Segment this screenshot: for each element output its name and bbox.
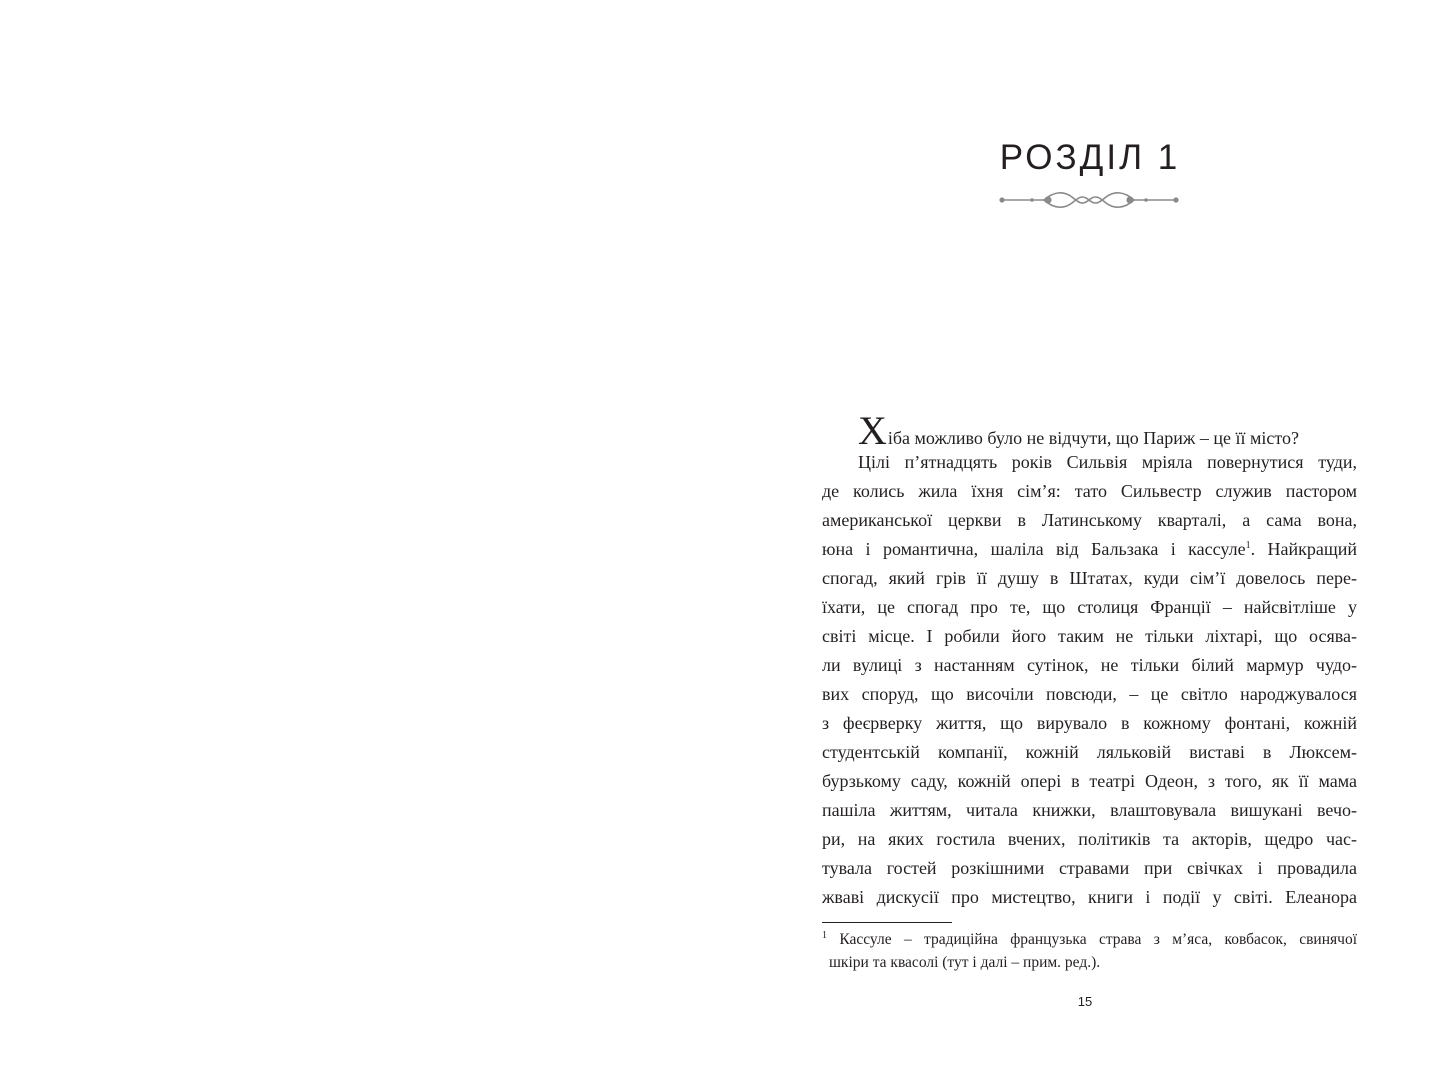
text-line: Цілі п’ятнадцять років Сильвія мріяла повернутися туди, [858,452,1357,472]
chapter-body-text [822,408,1357,912]
right-page [720,0,1439,1080]
footnote-marker: 1 [822,929,827,941]
page-number: 15 [1077,994,1093,1009]
left-page-blank [0,0,719,1080]
first-line-text: іба можливо було не відчути, що Париж – це її місто? [887,428,1299,448]
drop-cap: Х [858,408,887,453]
text-line: де колись жила їхня сім’я: тато Сильвестр служив пастором [822,481,1357,501]
text-line: бурзькому саду, кожній опері в театрі Одеон, з того, як її мама [822,771,1357,791]
text-line: світі місце. І робили його таким не тільки ліхтарі, що осява- [822,626,1357,646]
text-line: ли вулиці з настанням сутінок, не тільки білий мармур чудо- [822,655,1357,675]
text-line: тувала гостей розкішними стравами при свічках і провадила [822,858,1357,878]
footnote-line: шкіри та квасолі (тут і далі – прим. ред.). [829,954,1101,971]
text-line: жваві дискусії про мистецтво, книги і події у світі. Елеанора [822,887,1357,907]
text-line: їхати, це спогад про те, що столиця Франції – найсвітліше у [822,597,1357,617]
text-line: з феєрверку життя, що вирувало в кожному фонтані, кожній [822,713,1357,733]
text-line: спогад, який грів її душу в Штатах, куди сім’ї довелось пере- [822,568,1357,588]
text-line: американської церкви в Латинському кварталі, а сама вона, [822,510,1357,530]
text-line: студентській компанії, кожній ляльковій виставі в Люксем- [822,742,1357,762]
text-line: юна і романтична, шаліла від Бальзака і кассуле$^1$. Найкращий [822,539,1357,559]
footnote [822,928,1357,974]
text-line: пашіла життям, читала книжки, влаштовувала вишукані вечо- [822,800,1357,820]
footnote-divider [822,922,952,923]
text-line: вих споруд, що височіли повсюди, – це світло народжувалося [822,684,1357,704]
scroll-flourish-ornament-icon [998,187,1180,213]
footnote-line: $^1$ Кассуле – традиційна французька страва з м’яса, ковбасок, свинячої [822,929,1357,948]
first-line [822,408,1357,453]
chapter-title: РОЗДІЛ 1 [999,138,1181,177]
footnote-reference[interactable]: 1 [1245,540,1251,551]
text-line: ри, на яких гостила вчених, політиків та акторів, щедро час- [822,829,1357,849]
